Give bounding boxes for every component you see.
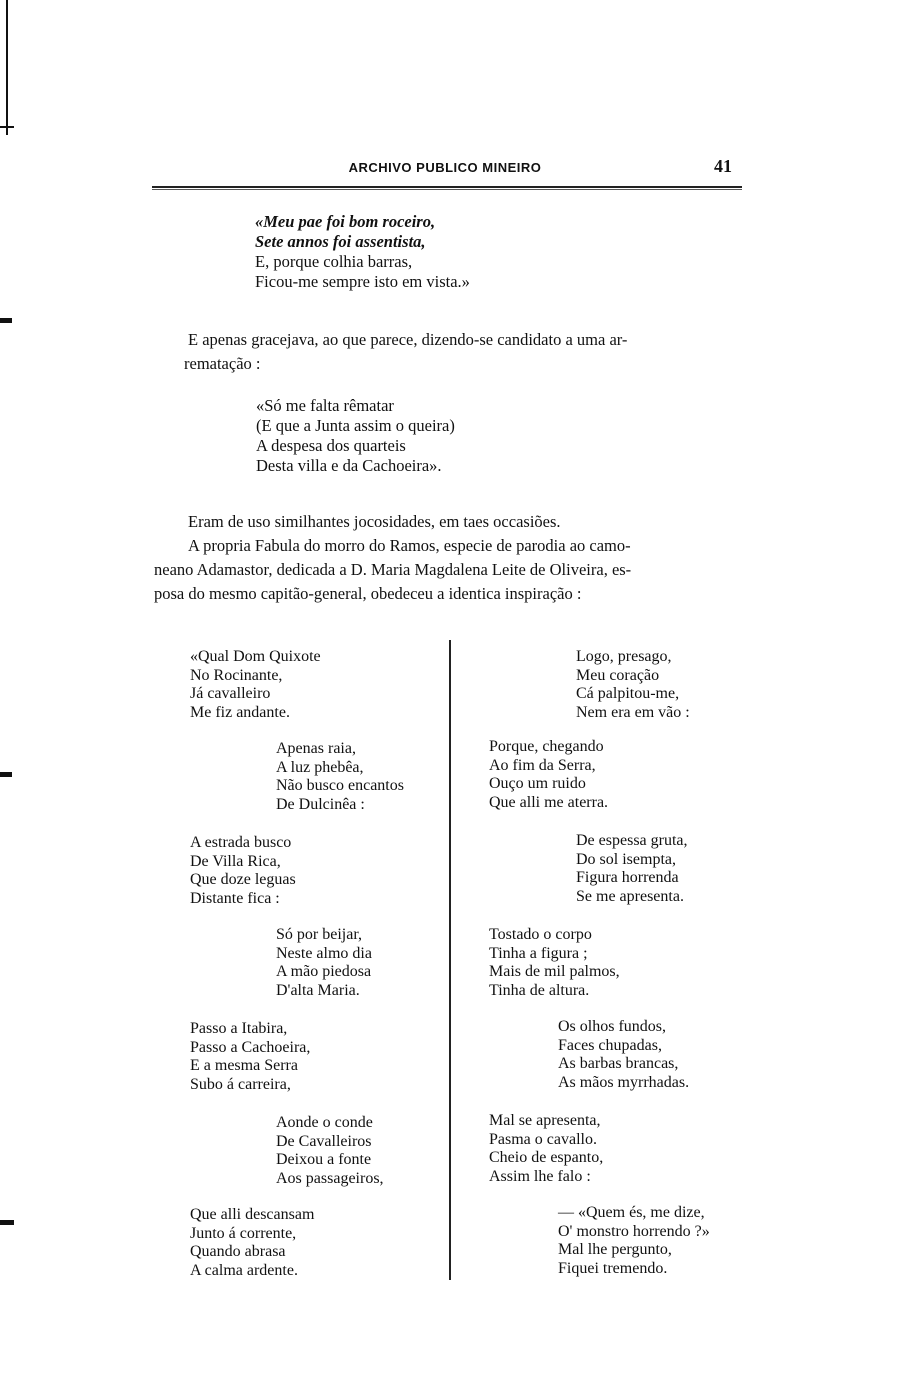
poem-stanza <box>576 832 688 906</box>
verse-line: Cheio de espanto, <box>489 1149 604 1166</box>
verse-line: Que doze leguas <box>190 871 296 888</box>
verse-line: Desta villa e da Cachoeira». <box>256 456 442 475</box>
binding-edge-line <box>0 126 14 128</box>
verse-line: Só por beijar, <box>276 926 363 943</box>
verse-line: Distante fica : <box>190 889 280 907</box>
verse-line: Mais de mil palmos, <box>489 963 620 980</box>
verse-line: Subo á carreira, <box>190 1075 291 1093</box>
verse-line: Tostado o corpo <box>489 926 592 943</box>
verse-line: A estrada busco <box>190 834 292 851</box>
verse-line: Ao fim da Serra, <box>489 756 596 774</box>
binding-edge-mark <box>0 1220 14 1225</box>
verse-line: Mal se apresenta, <box>489 1112 601 1129</box>
verse-line: «Só me falta rêmatar <box>256 396 394 415</box>
verse-line: Se me apresenta. <box>576 887 684 905</box>
poem-stanza <box>190 1206 314 1280</box>
verse-line: E, porque colhia barras, <box>255 252 413 271</box>
prose-line: A propria Fabula do morro do Ramos, especie de parodia ao camo- <box>188 536 631 555</box>
verse-line: Ficou-me sempre isto em vista.» <box>255 272 470 291</box>
verse-line: A mão piedosa <box>276 963 372 980</box>
verse-line: Tinha a figura ; <box>489 944 588 962</box>
verse-line: Faces chupadas, <box>558 1036 662 1054</box>
header-rule <box>152 186 742 190</box>
page-number: 41 <box>714 156 732 176</box>
verse-line: Fiquei tremendo. <box>558 1259 668 1277</box>
poem-stanza <box>489 926 620 1000</box>
verse-line: Mal lhe pergunto, <box>558 1241 672 1258</box>
verse-line: Aonde o conde <box>276 1114 373 1131</box>
verse-line: As barbas brancas, <box>558 1055 679 1072</box>
verse-line: Porque, chegando <box>489 738 604 755</box>
verse-line: — «Quem és, me dize, <box>558 1204 705 1221</box>
prose-line: Eram de uso similhantes jocosidades, em taes occasiões. <box>188 512 561 531</box>
column-divider <box>449 640 451 1280</box>
verse-line: A despesa dos quarteis <box>256 436 406 455</box>
verse-line: Me fiz andante. <box>190 703 290 721</box>
prose-line: neano Adamastor, dedicada a D. Maria Magdalena Leite de Oliveira, es- <box>154 560 632 579</box>
verse-line: Que alli descansam <box>190 1206 315 1223</box>
poem-stanza <box>576 648 690 722</box>
second-quote <box>256 396 455 476</box>
verse-line: Deixou a fonte <box>276 1151 372 1168</box>
verse-line: Não busco encantos <box>276 777 404 794</box>
verse-line: «Qual Dom Quixote <box>190 648 321 665</box>
verse-line: A luz phebêa, <box>276 758 364 776</box>
verse-line: D'alta Maria. <box>276 981 360 999</box>
verse-line: O' monstro horrendo ?» <box>558 1222 710 1240</box>
verse-line: Apenas raia, <box>276 740 356 757</box>
verse-line: Nem era em vão : <box>576 703 690 721</box>
verse-line: Do sol isempta, <box>576 850 676 868</box>
binding-edge-line <box>6 0 8 135</box>
verse-line: De Cavalleiros <box>276 1132 372 1150</box>
verse-line: De espessa gruta, <box>576 832 688 849</box>
verse-line: Passo a Itabira, <box>190 1020 288 1037</box>
verse-line: Logo, presago, <box>576 648 672 665</box>
poem-stanza <box>489 738 608 812</box>
verse-line: Que alli me aterra. <box>489 793 609 811</box>
verse-line: (E que a Junta assim o queira) <box>256 416 455 435</box>
binding-edge-mark <box>0 318 12 323</box>
verse-line: Os olhos fundos, <box>558 1018 667 1035</box>
page-header <box>150 156 740 180</box>
verse-line: Assim lhe falo : <box>489 1167 591 1185</box>
binding-edge-mark <box>0 772 12 777</box>
verse-line: De Villa Rica, <box>190 852 281 870</box>
verse-line: Meu coração <box>576 666 660 684</box>
poem-stanza <box>489 1112 603 1186</box>
verse-line: As mãos myrrhadas. <box>558 1073 690 1091</box>
verse-line: Passo a Cachoeira, <box>190 1038 311 1056</box>
verse-line: Tinha de altura. <box>489 981 590 999</box>
poem-stanza <box>276 740 404 814</box>
prose-line: rematação : <box>184 354 261 373</box>
verse-line: E a mesma Serra <box>190 1057 298 1074</box>
poem-stanza <box>276 926 372 1000</box>
prose-line: E apenas gracejava, ao que parece, dizendo-se candidato a uma ar- <box>188 330 628 349</box>
verse-line: Ouço um ruido <box>489 775 586 792</box>
verse-line: Aos passageiros, <box>276 1169 384 1187</box>
verse-line: «Meu pae foi bom roceiro, <box>255 212 436 231</box>
verse-line: Quando abrasa <box>190 1243 286 1260</box>
running-title: ARCHIVO PUBLICO MINEIRO <box>348 160 542 175</box>
poem-stanza <box>190 1020 310 1094</box>
verse-line: A calma ardente. <box>190 1261 298 1279</box>
prose-paragraph <box>184 328 746 376</box>
verse-line: Neste almo dia <box>276 944 372 962</box>
verse-line: No Rocinante, <box>190 666 283 684</box>
verse-line: Já cavalleiro <box>190 685 271 702</box>
verse-line: De Dulcinêa : <box>276 795 365 813</box>
poem-stanza <box>190 648 321 722</box>
prose-paragraph <box>154 510 748 606</box>
verse-line: Cá palpitou-me, <box>576 685 680 702</box>
verse-line: Junto á corrente, <box>190 1224 297 1242</box>
verse-line: Pasma o cavallo. <box>489 1130 597 1148</box>
poem-stanza <box>558 1204 710 1278</box>
poem-stanza <box>190 834 296 908</box>
poem-stanza <box>276 1114 384 1188</box>
opening-quote <box>255 212 470 292</box>
prose-line: posa do mesmo capitão-general, obedeceu a identica inspiração : <box>154 584 582 603</box>
verse-line: Sete annos foi assentista, <box>255 232 426 251</box>
verse-line: Figura horrenda <box>576 869 679 886</box>
poem-stanza <box>558 1018 689 1092</box>
